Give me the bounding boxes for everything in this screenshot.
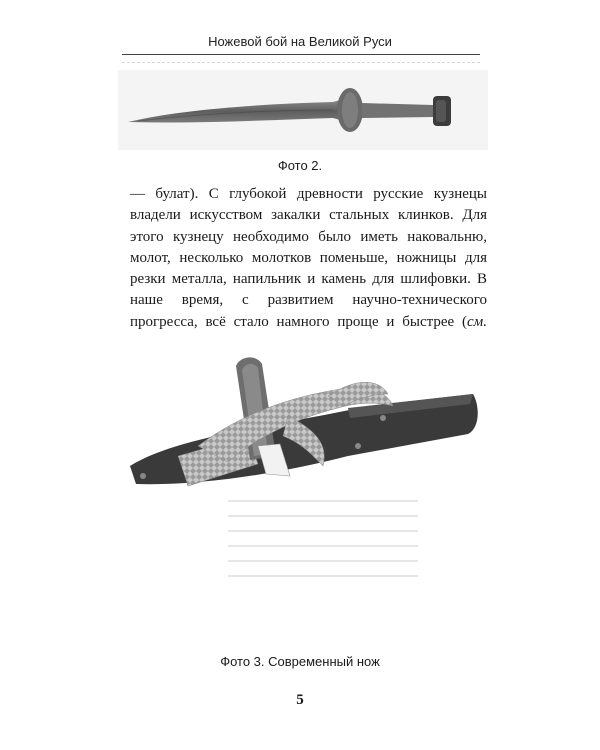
modern-knife-photo	[118, 336, 488, 631]
page-number: 5	[296, 692, 304, 708]
header-rule-shadow	[122, 62, 480, 63]
running-title: Ножевой бой на Великой Руси	[208, 34, 392, 49]
body-text-main: — булат). С глубокой древности русские кузнецы владели искусством закалки стальных клинков. Для этого кузнецу необходимо было иметь наковальню, молот, несколько молотков поменьше, ножницы для резки металла, напильник и камень для шлифовки. В наше время, с развитием научно-технического прогресса, всё стало намного проще и быстрее (	[130, 186, 487, 330]
photo-reference: см.	[467, 313, 487, 330]
figure-caption-photo-2: Фото 2.	[277, 158, 323, 173]
figure-caption-photo-3: Фото 3. Современный нож	[220, 654, 380, 669]
ancient-dagger-photo	[118, 70, 488, 150]
body-paragraph	[130, 184, 487, 354]
header-rule	[122, 54, 480, 55]
